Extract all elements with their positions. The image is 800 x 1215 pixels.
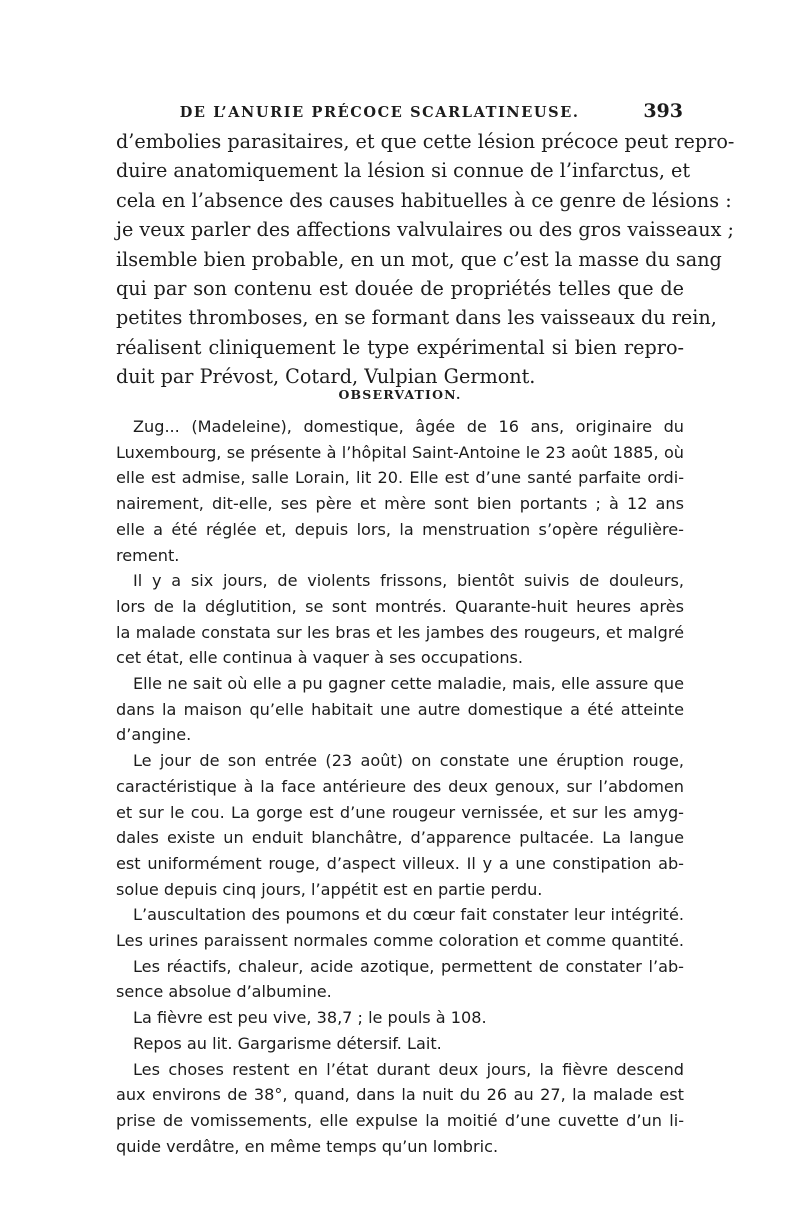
obs-line: Il y a six jours, de violents frissons, bientôt suivis de douleurs, [133,571,684,591]
text-line: petites thromboses, en se formant dans les vaisseaux du rein, [116,306,717,330]
obs-line: La fièvre est peu vive, 38,7 ; le pouls à 108. [133,1008,487,1028]
obs-line: la malade constata sur les bras et les jambes des rougeurs, et malgré [116,622,684,642]
obs-line: dales existe un enduit blanchâtre, d’apparence pultacée. La langue [116,828,684,848]
obs-line: elle est admise, salle Lorain, lit 20. Elle est d’une santé parfaite ordi- [116,468,684,488]
text-line: duit par Prévost, Cotard, Vulpian Germont. [116,365,536,389]
text-line: je veux parler des affections valvulaires ou des gros vaisseaux ; [116,218,734,242]
text-line: d’embolies parasitaires, et que cette lésion précoce peut repro- [116,130,735,153]
page-number: 393 [643,100,683,122]
obs-line: dans la maison qu’elle habitait une autre domestique a été atteinte [116,699,684,719]
obs-line: L’auscultation des poumons et du cœur fait constater leur intégrité. [133,905,684,925]
obs-line: nairement, dit-elle, ses père et mère sont bien portants ; à 12 ans [116,494,684,514]
obs-line: Les réactifs, chaleur, acide azotique, permettent de constater l’ab- [133,956,684,976]
obs-line: elle a été réglée et, depuis lors, la menstruation s’opère régulière- [116,519,684,539]
obs-line: caractéristique à la face antérieure des deux genoux, sur l’abdomen [116,776,684,796]
obs-line: aux environs de 38°, quand, dans la nuit du 26 au 27, la malade est [116,1085,684,1105]
obs-line: prise de vomissements, elle expulse la moitié d’une cuvette d’un li- [116,1110,684,1130]
observation-text [116,414,684,1159]
text-line: cela en l’absence des causes habituelles à ce genre de lésions : [116,188,732,212]
running-head: DE L’ANURIE PRÉCOCE SCARLATINEUSE. [179,104,580,121]
obs-line: Le jour de son entrée (23 août) on constate une éruption rouge, [133,751,684,771]
obs-line: Zug... (Madeleine), domestique, âgée de 16 ans, originaire du [133,417,684,436]
obs-line: et sur le cou. La gorge est d’une rougeur vernissée, et sur les amyg- [116,802,684,822]
obs-line: sence absolue d’albumine. [116,982,332,1002]
obs-line: lors de la déglutition, se sont montrés. Quarante-huit heures après [116,596,684,616]
obs-line: Les urines paraissent normales comme coloration et comme quantité. [116,931,684,951]
obs-line: solue depuis cinq jours, l’appétit est en partie perdu. [116,879,543,899]
obs-line: Repos au lit. Gargarisme détersif. Lait. [133,1033,442,1053]
obs-line: Elle ne sait où elle a pu gagner cette maladie, mais, elle assure que [133,674,684,694]
text-line: réalisent cliniquement le type expérimental si bien repro- [116,335,684,359]
main-paragraph [116,127,735,392]
obs-line: Les choses restent en l’état durant deux jours, la fièvre descend [133,1059,684,1079]
obs-line: quide verdâtre, en même temps qu’un lombric. [116,1136,499,1156]
observation-heading: OBSERVATION. [338,387,462,402]
obs-line: cet état, elle continua à vaquer à ses occupations. [116,648,524,668]
obs-line: d’angine. [116,725,192,745]
text-line: duire anatomiquement la lésion si connue de l’infarctus, et [116,159,691,183]
text-line: ilsemble bien probable, en un mot, que c’est la masse du sang [116,247,722,271]
obs-line: Luxembourg, se présente à l’hôpital Saint-Antoine le 23 août 1885, où [116,442,684,462]
page-header [116,100,683,122]
text-line: qui par son contenu est douée de propriétés telles que de [116,277,684,301]
obs-line: est uniformément rouge, d’aspect villeux. Il y a une constipation ab- [116,853,684,873]
obs-line: rement. [116,545,180,565]
